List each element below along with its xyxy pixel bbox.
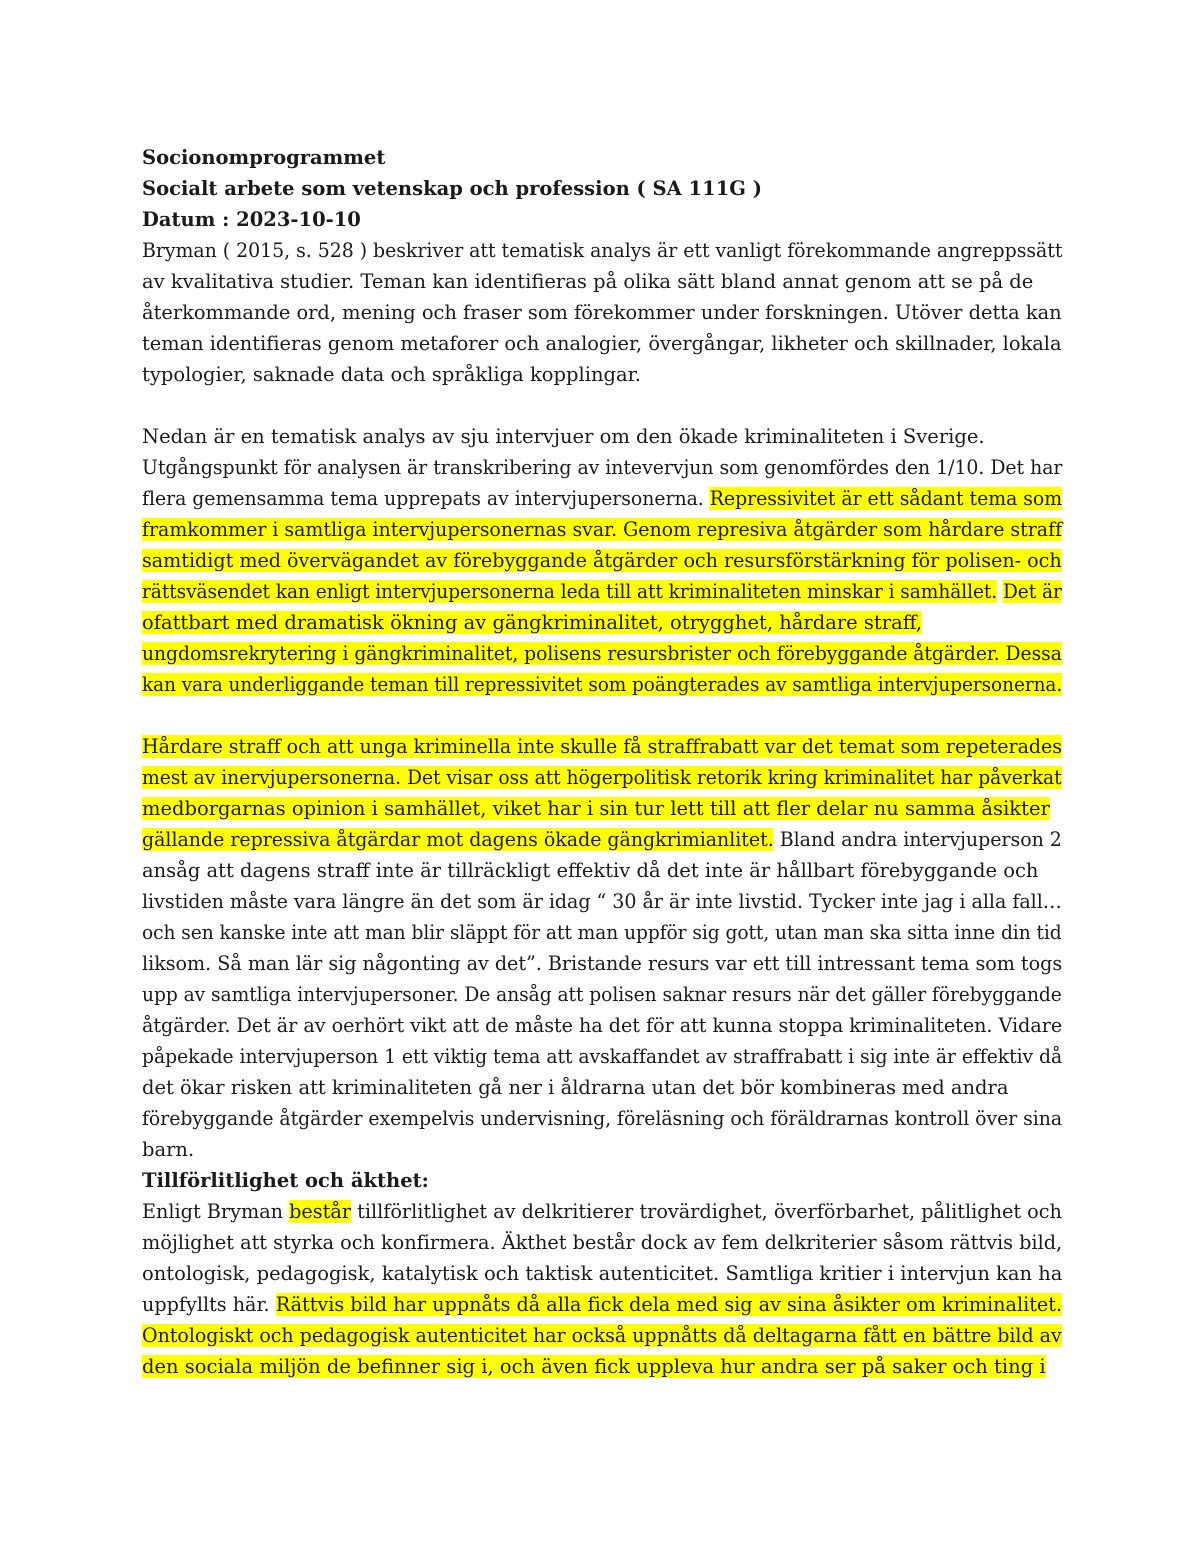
text-line xyxy=(142,824,1062,855)
text-line xyxy=(142,793,1062,824)
highlighted-text: Det är xyxy=(1002,580,1062,603)
text-line: livstiden måste vara längre än det som är idag “ 30 år är inte livstid. Tycker inte jag i alla fall… xyxy=(142,890,1062,913)
text-run: tillförlitlighet av delkritierer trovärdighet, överförbarhet, pålitlighet och xyxy=(351,1200,1062,1223)
text-run: flera gemensamma tema upprepats av intervjupersonerna. xyxy=(142,487,710,510)
text-line: barn. xyxy=(142,1138,195,1161)
text-line xyxy=(142,576,1062,607)
highlighted-text: gällande repressiva åtgärdar mot dagens ökade gängkrimianlitet. xyxy=(142,828,774,851)
paragraph-spacer xyxy=(142,390,1062,421)
text-line: och sen kanske inte att man blir släppt för att man uppför sig gott, utan man ska sitta inne din tid xyxy=(142,921,1062,944)
text-line: ontologisk, pedagogisk, katalytisk och taktisk autenticitet. Samtliga kritier i intervjun kan ha xyxy=(142,1262,1063,1285)
text-line xyxy=(142,1196,1062,1227)
text-line: Bryman ( 2015, s. 528 ) beskriver att tematisk analys är ett vanligt förekommande angreppssätt xyxy=(142,239,1063,262)
text-line: det ökar risken att kriminaliteten gå ner i åldrarna utan det bör kombineras med andra xyxy=(142,1076,1009,1099)
text-line: teman identifieras genom metaforer och analogier, övergångar, likheter och skillnader, lokala xyxy=(142,332,1062,355)
highlighted-text: Hårdare straff och att unga kriminella inte skulle få straffrabatt var det temat som repeterades xyxy=(142,735,1063,758)
text-line: förebyggande åtgärder exempelvis undervisning, föreläsning och föräldrarnas kontroll över sina xyxy=(142,1107,1063,1130)
paragraph-trustworthiness xyxy=(142,1196,1062,1382)
highlighted-text: Repressivitet är ett sådant tema som xyxy=(709,487,1063,510)
text-line xyxy=(142,669,1063,700)
highlighted-text: kan vara underliggande teman till repressivitet som poängterades av samtliga intervjupersonerna. xyxy=(142,673,1063,696)
text-line: Utgångspunkt för analysen är transkribering av intevervjun som genomfördes den 1/10. Det har xyxy=(142,456,1063,479)
text-line xyxy=(142,638,1062,669)
text-line: ansåg att dagens straff inte är tillräckligt effektiv då det inte är hållbart förebyggande och xyxy=(142,859,1039,882)
text-line: påpekade intervjuperson 1 ett viktig tema att avskaffandet av straffrabatt i sig inte är effektiv då xyxy=(142,1045,1063,1068)
highlighted-text: Ontologiskt och pedagogisk autenticitet har också uppnåtts då deltagarna fått en bättre bild av xyxy=(142,1324,1062,1347)
text-line xyxy=(142,1320,1062,1351)
highlighted-text: framkommer i samtliga intervjupersonernas svar. Genom represiva åtgärder som hårdare straff xyxy=(142,518,1063,541)
document-date: Datum : 2023-10-10 xyxy=(142,208,361,231)
text-line: återkommande ord, mening och fraser som förekommer under forskningen. Utöver detta kan xyxy=(142,301,1062,324)
highlighted-text: samtidigt med övervägandet av förebyggande åtgärder och resursförstärkning för polisen- och xyxy=(142,549,1062,572)
text-run: Bland andra intervjuperson 2 xyxy=(773,828,1062,851)
paragraph-punishment xyxy=(142,731,1062,1165)
text-line xyxy=(142,762,1062,793)
text-line xyxy=(142,545,1062,576)
text-line xyxy=(142,731,1063,762)
highlighted-text: rättsväsendet kan enligt intervjupersonerna leda till att kriminaliteten minskar i samhället. xyxy=(142,580,998,603)
text-run: uppfyllts här. xyxy=(142,1293,276,1316)
text-line xyxy=(142,607,1062,638)
course-title: Socialt arbete som vetenskap och profession ( SA 111G ) xyxy=(142,177,762,200)
text-line: typologier, saknade data och språkliga kopplingar. xyxy=(142,363,642,386)
section-heading: Tillförlitlighet och äkthet: xyxy=(142,1169,429,1192)
text-line: av kvalitativa studier. Teman kan identifieras på olika sätt bland annat genom att se på de xyxy=(142,270,1034,293)
text-line xyxy=(142,1351,1062,1382)
text-line: Nedan är en tematisk analys av sju intervjuer om den ökade kriminaliteten i Sverige. xyxy=(142,425,985,448)
highlighted-text: ofattbart med dramatisk ökning av gängkriminalitet, otrygghet, hårdare straff, xyxy=(142,611,923,634)
document-body xyxy=(142,142,1062,1382)
text-line xyxy=(142,483,1063,514)
paragraph-intro xyxy=(142,235,1062,390)
highlighted-text: består xyxy=(289,1200,352,1223)
text-line: liksom. Så man lär sig någonting av det”. Bristande resurs var ett till intressant tema som togs xyxy=(142,952,1063,975)
highlighted-text: den sociala miljön de befinner sig i, och även fick uppleva hur andra ser på saker och ting i xyxy=(142,1355,1046,1378)
paragraph-spacer xyxy=(142,700,1062,731)
text-line xyxy=(142,1289,1063,1320)
text-line xyxy=(142,514,1063,545)
text-line: möjlighet att styrka och konfirmera. Äkthet består dock av fem delkriterier såsom rättvis bild, xyxy=(142,1231,1063,1254)
program-title: Socionomprogrammet xyxy=(142,146,386,169)
highlighted-text: mest av inervjupersonerna. Det visar oss att högerpolitisk retorik kring kriminalitet har påverkat xyxy=(142,766,1062,789)
highlighted-text: ungdomsrekrytering i gängkriminalitet, polisens resursbrister och förebyggande åtgärder. Dessa xyxy=(142,642,1062,665)
highlighted-text: medborgarnas opinion i samhället, viket har i sin tur lett till att fler delar nu samma åsikter xyxy=(142,797,1050,820)
text-run: Enligt Bryman xyxy=(142,1200,290,1223)
paragraph-analysis xyxy=(142,421,1062,700)
text-line: åtgärder. Det är av oerhört vikt att de måste ha det för att kunna stoppa kriminaliteten. Vidare xyxy=(142,1014,1063,1037)
text-line: upp av samtliga intervjupersoner. De ansåg att polisen saknar resurs när det gäller förebyggande xyxy=(142,983,1062,1006)
highlighted-text: Rättvis bild har uppnåts då alla fick dela med sig av sina åsikter om kriminalitet. xyxy=(275,1293,1063,1316)
